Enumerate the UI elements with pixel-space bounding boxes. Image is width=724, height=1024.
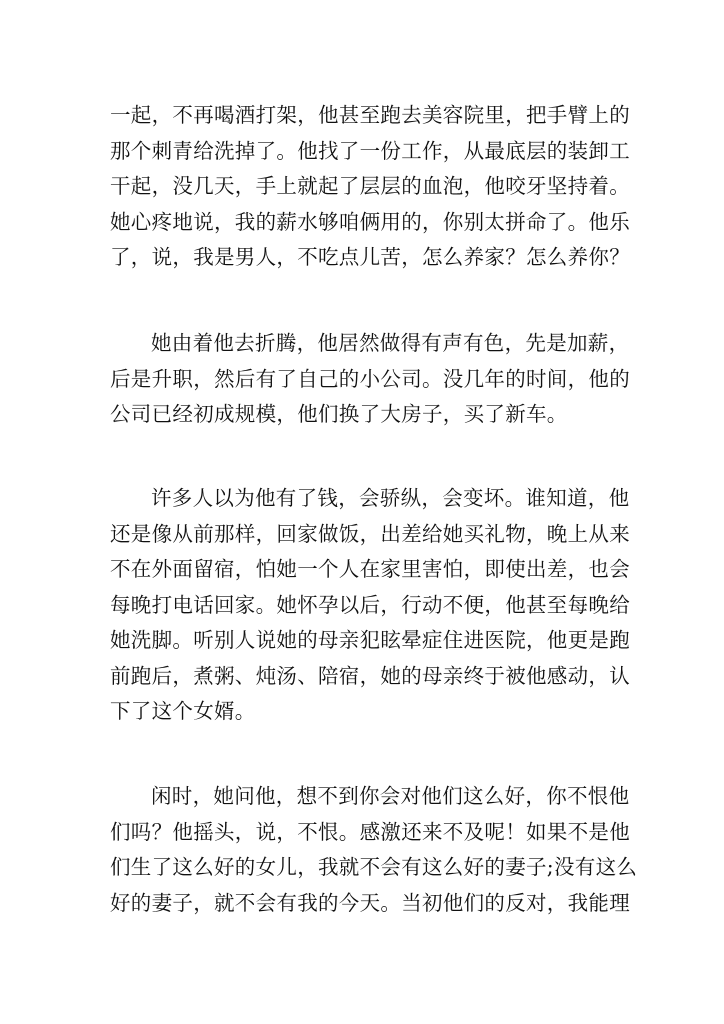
text-line: 了，说，我是男人，不吃点儿苦，怎么养家？怎么养你？ bbox=[110, 245, 630, 269]
paragraph-2 bbox=[110, 326, 630, 433]
text-line: 不在外面留宿，怕她一个人在家里害怕，即使出差，也会 bbox=[110, 557, 630, 581]
text-line: 许多人以为他有了钱，会骄纵，会变坏。谁知道，他 bbox=[151, 486, 630, 510]
text-line: 好的妻子，就不会有我的今天。当初他们的反对，我能理 bbox=[110, 890, 630, 915]
text-line: 一起，不再喝酒打架，他甚至跑去美容院里，把手臂上的 bbox=[110, 103, 630, 127]
text-line: 公司已经初成规模，他们换了大房子，买了新车。 bbox=[110, 402, 568, 426]
text-line: 前跑后，煮粥、炖汤、陪宿，她的母亲终于被他感动，认 bbox=[110, 663, 630, 688]
text-line: 干起，没几天，手上就起了层层的血泡，他咬牙坚持着。 bbox=[110, 174, 630, 198]
text-line: 后是升职，然后有了自己的小公司。没几年的时间，他的 bbox=[110, 366, 630, 391]
text-line: 闲时，她问他，想不到你会对他们这么好，你不恨他 bbox=[151, 784, 630, 808]
paragraph-4 bbox=[110, 779, 638, 921]
text-line: 她心疼地说，我的薪水够咱俩用的，你别太拼命了。他乐 bbox=[110, 209, 630, 234]
text-line: 们生了这么好的女儿，我就不会有这么好的妻子;没有这么 bbox=[110, 855, 638, 879]
text-line: 她由着他去折腾，他居然做得有声有色，先是加薪， bbox=[151, 331, 630, 355]
text-line: 还是像从前那样，回家做饭，出差给她买礼物，晚上从来 bbox=[110, 521, 630, 546]
paragraph-3 bbox=[110, 481, 630, 730]
text-line: 那个刺青给洗掉了。他找了一份工作，从最底层的装卸工 bbox=[110, 138, 630, 163]
paragraph-1 bbox=[110, 98, 630, 276]
text-line: 她洗脚。听别人说她的母亲犯眩晕症住进医院，他更是跑 bbox=[110, 628, 630, 652]
text-line: 下了这个女婿。 bbox=[110, 699, 256, 723]
text-line: 每晚打电话回家。她怀孕以后，行动不便，他甚至每晚给 bbox=[110, 592, 630, 617]
text-line: 们吗？他摇头，说，不恨。感激还来不及呢！如果不是他 bbox=[110, 819, 630, 844]
